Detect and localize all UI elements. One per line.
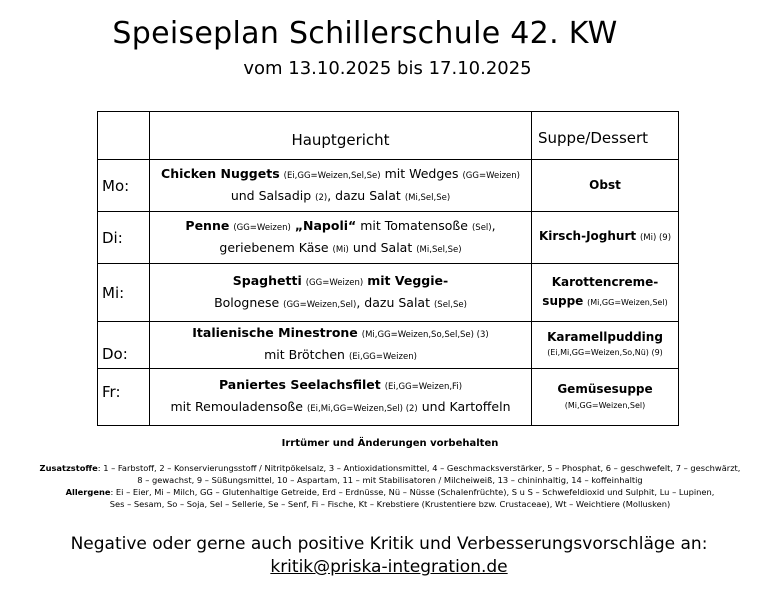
side-dish-cell bbox=[532, 369, 679, 426]
allergen-tag: (Mi,Sel,Se) bbox=[404, 192, 451, 203]
dish-text: mit Tomatensoße bbox=[360, 217, 468, 233]
table-row bbox=[98, 264, 679, 322]
feedback-text: Negative oder gerne auch positive Kritik und Verbesserungsvorschläge an: bbox=[70, 534, 708, 554]
table-row bbox=[98, 212, 679, 264]
table-row bbox=[98, 322, 679, 369]
allergen-tag: (GG=Weizen,Sel) bbox=[283, 299, 357, 310]
allergen-tag: (Sel,Se) bbox=[433, 299, 467, 310]
day-label: Mo: bbox=[98, 160, 150, 212]
side-name: Karottencreme- bbox=[551, 275, 659, 289]
main-dish-cell bbox=[150, 212, 532, 264]
header-soup-dessert: Suppe/Dessert bbox=[532, 112, 679, 160]
dish-name: Spaghetti bbox=[232, 272, 302, 288]
dish-text: mit Brötchen bbox=[264, 347, 345, 362]
dish-text: und Kartoffeln bbox=[421, 399, 511, 414]
dish-text: und Salsadip bbox=[230, 187, 312, 203]
header-day-cell bbox=[98, 112, 150, 160]
side-dish-cell bbox=[532, 160, 679, 212]
side-name: suppe bbox=[542, 294, 584, 308]
dish-text: Bolognese bbox=[214, 294, 280, 310]
main-dish-cell bbox=[150, 264, 532, 322]
allergens-text: : Ei – Eier, Mi – Milch, GG – Glutenhaltige Getreide, Erd – Erdnüsse, Nü – Nüsse (Schalenfrüchte), S u S – Schwefeldioxid und Sulphit, Lu – Lupinen, bbox=[110, 487, 715, 497]
feedback-email-link[interactable]: kritik@priska-integration.de bbox=[270, 557, 508, 577]
side-name: Obst bbox=[589, 178, 621, 192]
dish-text: und Salat bbox=[352, 239, 413, 255]
side-name: Karamellpudding bbox=[547, 330, 663, 344]
additives-text-2: 8 – gewachst, 9 – Süßungsmittel, 10 – Aspartam, 11 – mit Stabilisatoren / Milcheiweiß, 13 – chininhaltig, 14 – koffeinhaltig bbox=[137, 475, 643, 485]
header-main-dish: Hauptgericht bbox=[150, 112, 532, 160]
day-label: Fr: bbox=[98, 369, 150, 426]
allergen-tag: (Ei,Mi,GG=Weizen,Sel) (2) bbox=[306, 404, 418, 414]
side-name: Gemüsesuppe bbox=[557, 381, 653, 396]
side-dish-cell bbox=[532, 212, 679, 264]
main-dish-cell bbox=[150, 322, 532, 369]
allergens-text-2: Ses – Sesam, So – Soja, Sel – Sellerie, Se – Senf, Fi – Fische, Kt – Krebstiere (Krustentiere bzw. Crustaceae), Wt – Weichtiere (Mollusken) bbox=[109, 499, 671, 509]
allergen-tag: (Mi,GG=Weizen,Sel) bbox=[564, 400, 646, 410]
dish-name: Chicken Nuggets bbox=[161, 165, 280, 181]
allergen-tag: (Mi,GG=Weizen,So,Sel,Se) (3) bbox=[361, 330, 489, 340]
dish-text: , dazu Salat bbox=[356, 294, 430, 310]
day-label: Do: bbox=[98, 322, 150, 369]
allergen-tag: (Ei,Mi,GG=Weizen,So,Nü) (9) bbox=[547, 348, 663, 357]
allergen-tag: (Mi,Sel,Se) bbox=[416, 244, 462, 255]
main-dish-cell bbox=[150, 369, 532, 426]
main-dish-cell bbox=[150, 160, 532, 212]
feedback-footer bbox=[0, 533, 778, 579]
legend bbox=[20, 462, 760, 510]
side-dish-cell bbox=[532, 322, 679, 369]
dish-text: mit Wedges bbox=[384, 165, 459, 181]
table-header-row bbox=[98, 112, 679, 160]
allergen-tag: (2) bbox=[315, 192, 328, 203]
table-row bbox=[98, 369, 679, 426]
dish-name: Penne bbox=[185, 217, 230, 233]
allergen-tag: (Ei,GG=Weizen,Sel,Se) bbox=[283, 170, 381, 181]
allergen-tag: (Ei,GG=Weizen) bbox=[348, 352, 417, 362]
dish-text: , dazu Salat bbox=[327, 187, 401, 203]
date-range: vom 13.10.2025 bis 17.10.2025 bbox=[243, 58, 532, 79]
dish-text: mit Remouladensoße bbox=[170, 399, 303, 414]
allergen-tag: (Mi) (9) bbox=[639, 233, 672, 243]
side-dish-cell bbox=[532, 264, 679, 322]
day-label: Mi: bbox=[98, 264, 150, 322]
disclaimer-note: Irrtümer und Änderungen vorbehalten bbox=[281, 438, 499, 449]
allergens-label: Allergene bbox=[65, 487, 111, 497]
dish-name: Italienische Minestrone bbox=[192, 325, 358, 340]
dish-text: , bbox=[491, 217, 496, 233]
side-name: Kirsch-Joghurt bbox=[538, 229, 637, 243]
allergen-tag: (GG=Weizen) bbox=[305, 277, 364, 288]
dish-text: geriebenem Käse bbox=[219, 239, 329, 255]
additives-label: Zusatzstoffe bbox=[39, 463, 98, 473]
additives-text: : 1 – Farbstoff, 2 – Konservierungsstoff / Nitritpökelsalz, 3 – Antioxidationsmittel, 4 – Geschmacksverstärker, 5 – Phosphat, 6 – geschwefelt, 7 – geschwärzt, bbox=[97, 463, 741, 473]
allergen-tag: (GG=Weizen) bbox=[462, 170, 520, 181]
dish-name: „Napoli“ bbox=[294, 217, 357, 233]
allergen-tag: (Ei,GG=Weizen,Fi) bbox=[384, 382, 463, 392]
allergen-tag: (Mi) bbox=[332, 244, 349, 255]
day-label: Di: bbox=[98, 212, 150, 264]
allergen-tag: (GG=Weizen) bbox=[233, 222, 291, 233]
allergen-tag: (Mi,GG=Weizen,Sel) bbox=[587, 298, 668, 307]
menu-table bbox=[97, 111, 679, 426]
dish-name: Paniertes Seelachsfilet bbox=[218, 377, 381, 392]
allergen-tag: (Sel) bbox=[471, 222, 492, 233]
dish-name: mit Veggie- bbox=[367, 272, 449, 288]
table-row bbox=[98, 160, 679, 212]
page-title: Speiseplan Schillerschule 42. KW bbox=[112, 16, 618, 51]
